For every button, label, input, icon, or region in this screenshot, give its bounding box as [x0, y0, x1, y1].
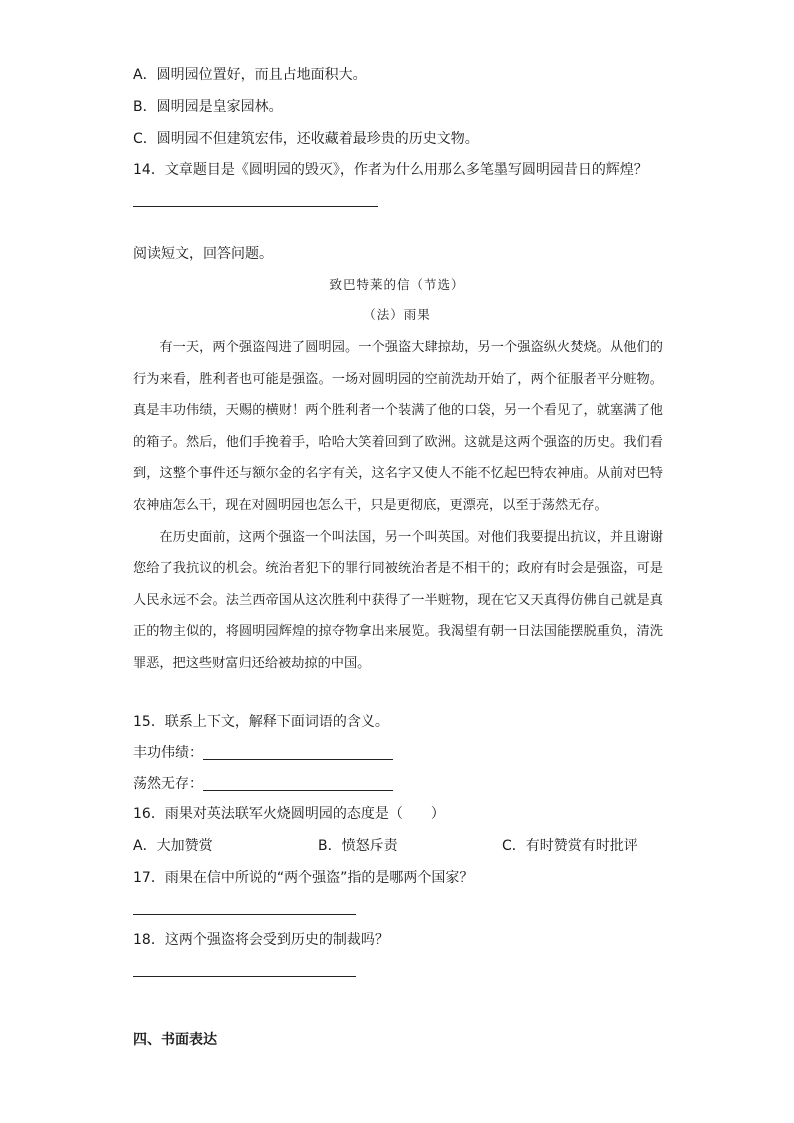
passage-author: （法）雨果 — [363, 307, 431, 322]
q15-term-2-label: 荡然无存： — [133, 776, 203, 792]
q15-term-1-label: 丰功伟绩： — [133, 745, 203, 761]
q16-option-b[interactable]: B．愤怒斥责 — [318, 838, 398, 854]
q13-option-c: C．圆明园不但建筑宏伟，还收藏着最珍贵的历史文物。 — [133, 131, 479, 147]
section-heading: 四、书面表达 — [133, 1032, 217, 1048]
reading-instruction: 阅读短文，回答问题。 — [133, 246, 273, 262]
q16-question: 16．雨果对英法联军火烧圆明园的态度是（ ） — [133, 806, 445, 822]
q15-term-1-blank[interactable] — [203, 745, 393, 760]
q15-term-2 — [133, 774, 393, 794]
q17-answer-line[interactable] — [133, 914, 356, 915]
reading-passage — [133, 332, 663, 680]
q15-question: 15．联系上下文，解释下面词语的含义。 — [133, 714, 389, 730]
passage-title: 致巴特莱的信（节选） — [329, 277, 465, 292]
q16-option-c[interactable]: C．有时赞赏有时批评 — [502, 838, 638, 854]
passage-paragraph-1: 有一天，两个强盗闯进了圆明园。一个强盗大肆掠劫，另一个强盗纵火焚烧。从他们的行为来看，胜利者也可能是强盗。一场对圆明园的空前洗劫开始了，两个征服者平分赃物。真是丰功伟绩，天赐的横财！两个胜利者一个装满了他的口袋，另一个看见了，就塞满了他的箱子。然后，他们手挽着手，哈哈大笑着回到了欧洲。这就是这两个强盗的历史。我们看到，这整个事件还与额尔金的名字有关，这名字又使人不能不忆起巴特农神庙。从前对巴特农神庙怎么干，现在对圆明园也怎么干，只是更彻底，更漂亮，以至于荡然无存。 — [133, 340, 663, 513]
q18-answer-line[interactable] — [133, 976, 356, 977]
q14-question: 14．文章题目是《圆明园的毁灭》，作者为什么用那么多笔墨写圆明园昔日的辉煌？ — [133, 162, 648, 178]
q13-option-a: A．圆明园位置好，而且占地面积大。 — [133, 67, 367, 83]
q16-option-a[interactable]: A．大加赞赏 — [133, 838, 213, 854]
q14-answer-line[interactable] — [133, 206, 378, 207]
q17-question: 17．雨果在信中所说的“两个强盗”指的是哪两个国家？ — [133, 870, 474, 886]
q18-question: 18．这两个强盗将会受到历史的制裁吗？ — [133, 932, 389, 948]
q15-term-2-blank[interactable] — [203, 776, 393, 791]
q15-term-1 — [133, 743, 393, 763]
q13-option-b: B．圆明园是皇家园林。 — [133, 99, 283, 115]
passage-paragraph-2: 在历史面前，这两个强盗一个叫法国，另一个叫英国。对他们我要提出抗议，并且谢谢您给了我抗议的机会。统治者犯下的罪行同被统治者是不相干的；政府有时会是强盗，可是人民永远不会。法兰西帝国从这次胜利中获得了一半赃物，现在它又天真得仿佛自己就是真正的物主似的，将圆明园辉煌的掠夺物拿出来展览。我渴望有朝一日法国能摆脱重负，清洗罪恶，把这些财富归还给被劫掠的中国。 — [133, 529, 663, 671]
